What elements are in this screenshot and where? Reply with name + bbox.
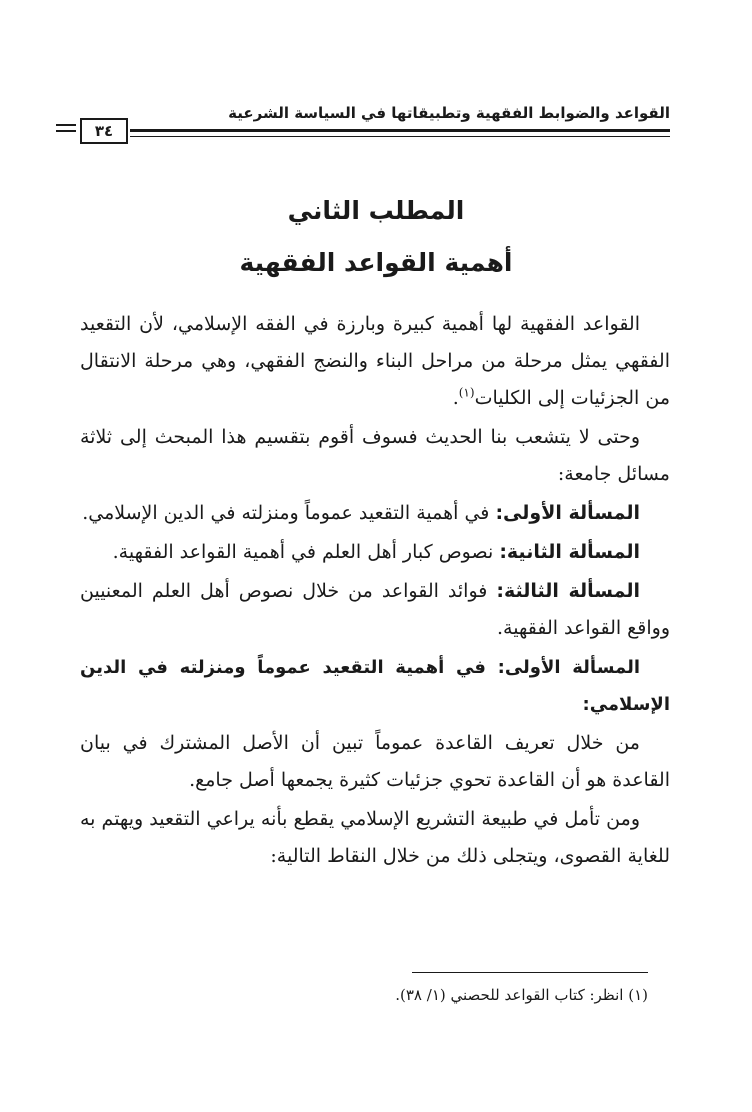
body-text [80,306,670,877]
issue-3 [80,573,670,647]
paragraph-2: وحتى لا يتشعب بنا الحديث فسوف أقوم بتقسيم هذا المبحث إلى ثلاثة مسائل جامعة: [80,426,670,485]
section-title: المطلب الثاني [287,196,465,225]
footnote: (١) انظر: كتاب القواعد للحصني (١/ ٣٨). [395,986,648,1004]
footnote-divider [412,972,648,973]
header-rule [130,129,670,132]
running-header [80,100,670,148]
issue-1-label: المسألة الأولى: [495,502,640,524]
issue-2-label: المسألة الثانية: [499,541,640,563]
issue-2-text: نصوص كبار أهل العلم في أهمية القواعد الفقهية. [112,541,500,563]
footnote-ref[interactable]: (١) [458,385,475,400]
header-rule-thin [130,136,670,137]
issue-2 [80,534,670,571]
issue-1-text: في أهمية التقعيد عموماً ومنزلته في الدين الإسلامي. [82,502,496,524]
paragraph-3: من خلال تعريف القاعدة عموماً تبين أن الأصل المشترك في بيان القاعدة هو أن القاعدة تحوي جزئيات كثيرة يجمعها أصل جامع. [80,732,670,791]
subsection-heading: المسألة الأولى: في أهمية التقعيد عموماً ومنزلته في الدين الإسلامي: [80,657,670,715]
section-subtitle: أهمية القواعد الفقهية [239,248,513,277]
page-number: ٣٤ [80,118,128,144]
paragraph-1 [80,306,670,417]
issue-1 [80,495,670,532]
header-title: القواعد والضوابط الفقهية وتطبيقاتها في السياسة الشرعية [228,104,670,122]
paragraph-1-text: القواعد الفقهية لها أهمية كبيرة وبارزة في الفقه الإسلامي، لأن التقعيد الفقهي يمثل مرحلة من مراحل البناء والنضج الفقهي، وهي مرحلة الانتقال من الجزئيات إلى الكليات [80,313,670,409]
header-ornament [56,124,76,136]
paragraph-4: ومن تأمل في طبيعة التشريع الإسلامي يقطع بأنه يراعي التقعيد ويهتم به للغاية القصوى، ويتجلى ذلك من خلال النقاط التالية: [80,808,670,867]
issue-3-text: فوائد القواعد من خلال نصوص أهل العلم المعنيين وواقع القواعد الفقهية. [80,580,670,639]
paragraph-1-end: . [452,387,459,409]
issue-3-label: المسألة الثالثة: [496,580,640,602]
